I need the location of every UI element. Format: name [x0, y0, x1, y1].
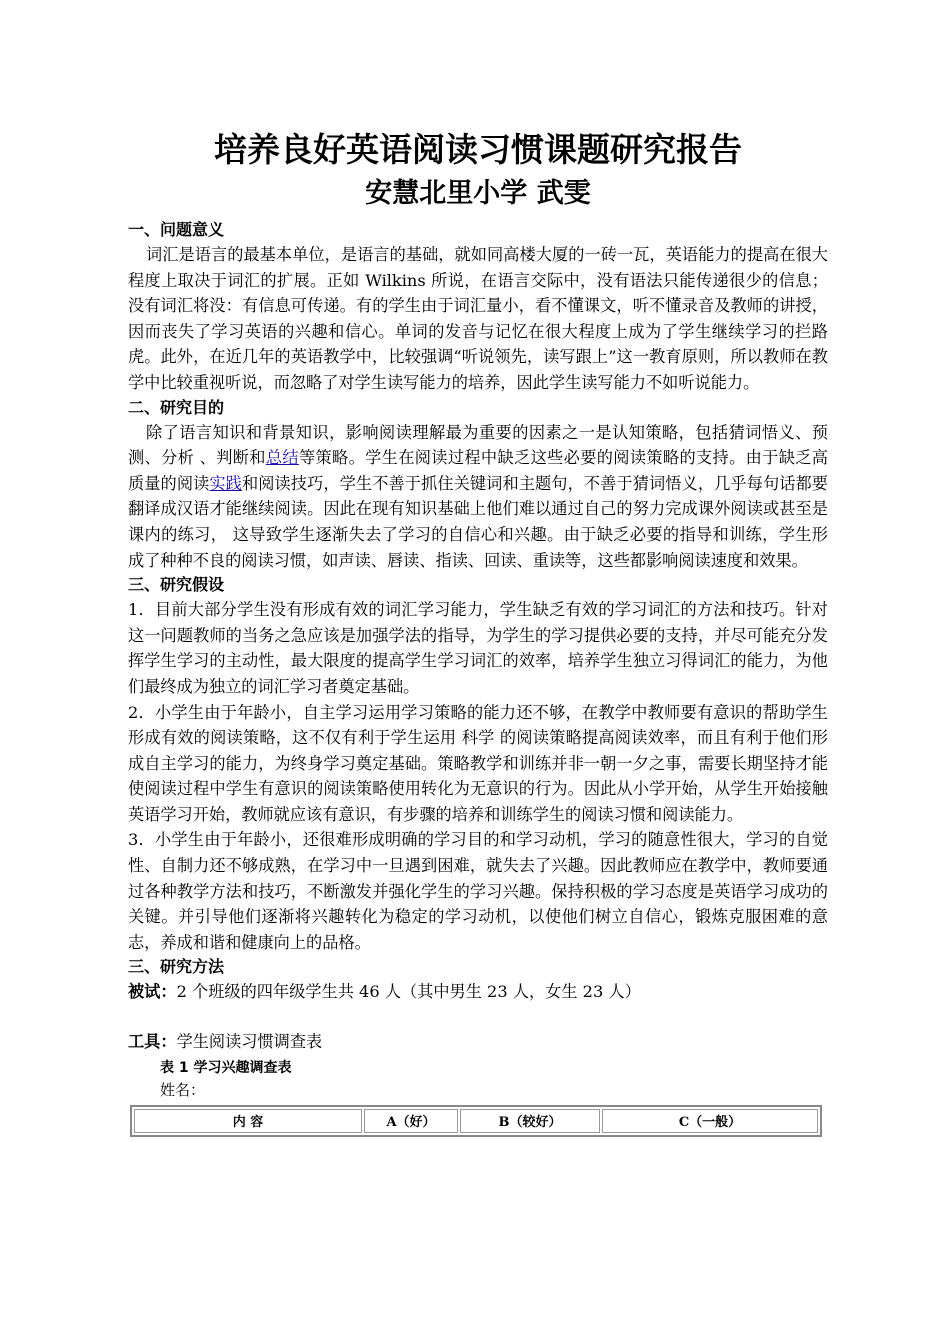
header-a-good: A（好） — [364, 1109, 458, 1133]
section-heading: 二、研究目的 — [128, 397, 225, 417]
paragraph-text: 除了语言知识和背景知识，影响阅读理解最为重要的因素之一是认知策略，包括猜词悟义、预测、分析 、判断和 — [128, 422, 828, 468]
page-title: 培养良好英语阅读习惯课题研究报告 — [214, 130, 742, 169]
tools-label: 工具： — [128, 1032, 177, 1052]
paragraph-text: 和阅读技巧，学生不善于抓住关键词和主题句，不善于猜词悟义，几乎每句话都要翻译成汉语才能继续阅读。因此在现有知识基础上他们难以通过自己的努力完成课外阅读或甚至是课内的练习， 这导致学生逐渐失去了学习的自信心和兴趣。由于缺乏必要的指导和训练，学生形成了种种不良的阅读习惯，如声读、唇读、指读、回读、重读等，这些都影响阅读速度和效果。 — [128, 473, 828, 570]
subjects-line — [128, 979, 828, 1005]
header-content: 内 容 — [134, 1109, 362, 1133]
paragraph: 词汇是语言的最基本单位，是语言的基础，就如同高楼大厦的一砖一瓦，英语能力的提高在很大程度上取决于词汇的扩展。正如 Wilkins 所说，在语言交际中，没有语法只能传递很少的信息；没有词汇将没：有信息可传递。有的学生由于词汇量小，看不懂课文，听不懂录音及教师的讲授，因而丧失了学习英语的兴趣和信心。单词的发音与记忆在很大程度上成为了学生继续学习的拦路虎。此外，在近几年的英语教学中，比较强调“听说领先，读写跟上”这一教育原则，所以教师在教学中比较重视听说，而忽略了对学生读写能力的培养，因此学生读写能力不如听说能力。 — [128, 245, 828, 392]
paragraph: 1．目前大部分学生没有形成有效的词汇学习能力，学生缺乏有效的学习词汇的方法和技巧。针对这一问题教师的当务之急应该是加强学法的指导，为学生的学习提供必要的支持，并尽可能充分发挥学生学习的主动性，最大限度的提高学生学习词汇的效率，培养学生独立习得词汇的能力，为他们最终成为独立的词汇学习者奠定基础。 — [128, 600, 828, 696]
link-summary[interactable]: 总结 — [265, 448, 299, 468]
tools-line — [128, 1029, 828, 1055]
author-line: 安慧北里小学 武雯 — [365, 178, 591, 209]
paragraph-text: 等策略。学生在阅读过程中缺乏这些必要的阅读策略的支持。由于缺乏高质量的阅读 — [128, 448, 828, 493]
name-label: 姓名： — [160, 1080, 206, 1099]
section-heading: 三、研究方法 — [128, 957, 225, 977]
table-caption: 表 1 学习兴趣调查表 — [160, 1059, 292, 1076]
section-heading: 一、问题意义 — [128, 220, 225, 239]
spacer — [128, 1005, 828, 1029]
header-b-fairly-good: B（较好） — [460, 1109, 600, 1133]
paragraph: 2．小学生由于年龄小，自主学习运用学习策略的能力还不够，在教学中教师要有意识的帮助学生形成有效的阅读策略，这不仅有利于学生运用 科学 的阅读策略提高阅读效率，而且有利于他们形成自主学习的能力，为终身学习奠定基础。策略教学和训练并非一朝一夕之事，需要长期坚持才能使阅读过程中学生有意识的阅读策略使用转化为无意识的行为。因此从小学开始，从学生开始接触英语学习开始，教师就应该有意识，有步骤的培养和训练学生的阅读习惯和阅读能力。 — [128, 702, 828, 824]
document-page — [128, 128, 828, 1137]
tools-text: 学生阅读习惯调查表 — [176, 1032, 323, 1052]
header-c-average: C（一般） — [602, 1109, 818, 1133]
subjects-text: 2 个班级的四年级学生共 46 人（其中男生 23 人，女生 23 人） — [176, 982, 641, 1002]
section-heading: 三、研究假设 — [128, 575, 225, 595]
link-practice[interactable]: 实践 — [209, 473, 242, 493]
interest-survey-table — [130, 1105, 822, 1137]
paragraph: 3．小学生由于年龄小，还很难形成明确的学习目的和学习动机，学习的随意性很大，学习的自觉性、自制力还不够成熟，在学习中一旦遇到困难，就失去了兴趣。因此教师应在教学中，教师要通过各种教学方法和技巧，不断激发并强化学生的学习兴趣。保持积极的学习态度是英语学习成功的关键。并引导他们逐渐将兴趣转化为稳定的学习动机，以使他们树立自信心，锻炼克服困难的意志，养成和谐和健康向上的品格。 — [128, 830, 828, 952]
subjects-label: 被试： — [128, 982, 177, 1002]
paragraph — [128, 420, 828, 574]
table-header-row — [134, 1109, 818, 1133]
